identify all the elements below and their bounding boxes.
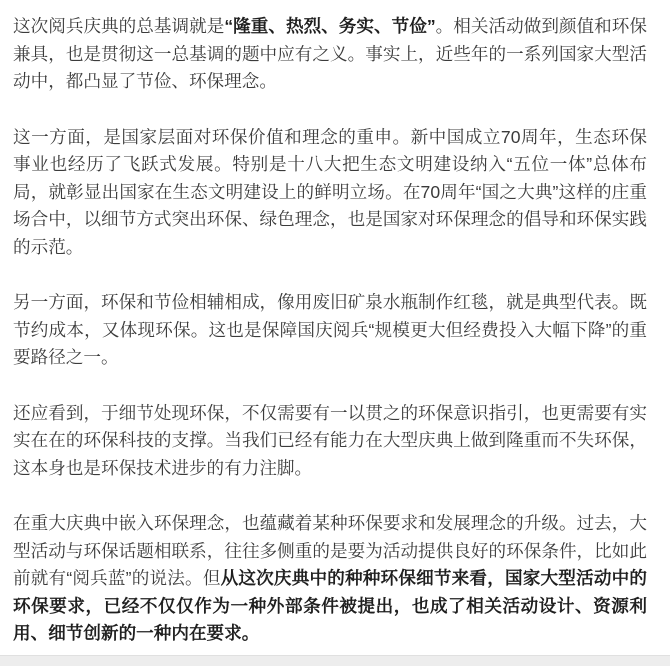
text-segment: 另一方面，环保和节俭相辅相成，像用废旧矿泉水瓶制作红毯，就是典型代表。既节约成本，又体现环保。这也是保障国庆阅兵“规模更大但经费投入大幅下降”的重要路径之一。 (13, 292, 647, 367)
text-segment: 在重大庆典中嵌入环保理念，也蕴藏着某种环保要求和发展理念的升级。过去，大型活动与环保话题相联系，往往多侧重的是要为活动提供良好的环保条件，比如此前就有“阅兵蓝”的说法。但 (13, 513, 647, 588)
paragraph (13, 510, 647, 648)
bold-text-segment: 从这次庆典中的种种环保细节来看，国家大型活动中的环保要求，已经不仅仅作为一种外部条件被提出，也成了相关活动设计、资源利用、细节创新的一种内在要求。 (13, 568, 647, 643)
text-segment: 。相关活动做到颜值和环保兼具，也是贯彻这一总基调的题中应有之义。事实上，近些年的一系列国家大型活动中，都凸显了节俭、环保理念。 (13, 16, 647, 91)
text-segment: 这次阅兵庆典的总基调就是 (13, 16, 225, 36)
paragraph (13, 400, 647, 483)
bottom-divider (0, 655, 670, 666)
paragraph (13, 124, 647, 262)
bold-text-segment: “隆重、热烈、务实、节俭” (224, 16, 436, 36)
paragraph (13, 13, 647, 96)
paragraph (13, 289, 647, 372)
text-segment: 这一方面，是国家层面对环保价值和理念的重申。新中国成立70周年，生态环保事业也经历了飞跃式发展。特别是十八大把生态文明建设纳入“五位一体”总体布局，就彰显出国家在生态文明建设上的鲜明立场。在70周年“国之大典”这样的庄重场合中，以细节方式突出环保、绿色理念，也是国家对环保理念的倡导和环保实践的示范。 (13, 126, 647, 257)
text-segment: 还应看到，于细节处现环保，不仅需要有一以贯之的环保意识指引，也更需要有实实在在的环保科技的支撑。当我们已经有能力在大型庆典上做到隆重而不失环保，这本身也是环保技术进步的有力注脚。 (13, 402, 647, 478)
